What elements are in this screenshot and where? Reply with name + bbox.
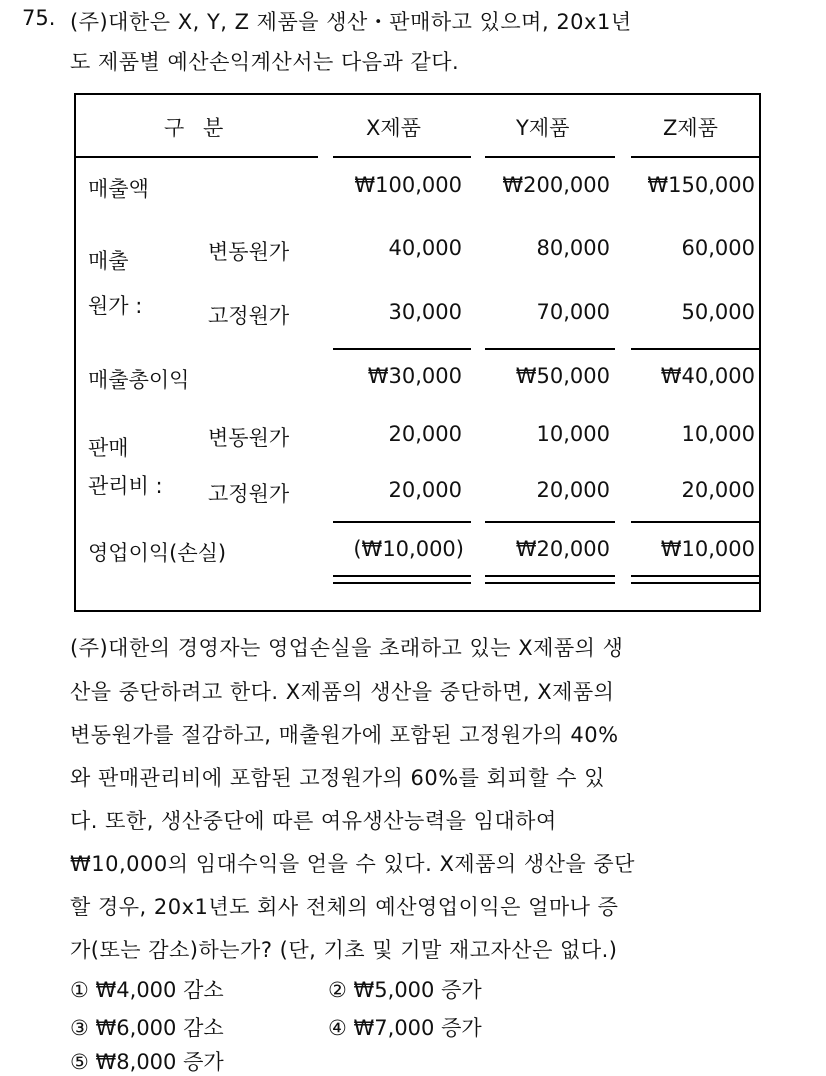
body-line-2: 산을 중단하려고 한다. X제품의 생산을 중단하면, X제품의: [70, 680, 615, 704]
double-rule-y-top: [485, 575, 615, 577]
row-sga-fixed-z: 20,000: [681, 478, 755, 502]
row-label-cogs-2: 원가 :: [88, 294, 143, 318]
header-y-product: Y제품: [516, 116, 570, 140]
row-sga-variable-y: 10,000: [536, 422, 610, 446]
row-cogs-fixed-y: 70,000: [536, 300, 610, 324]
row-label-cogs-1: 매출: [88, 249, 129, 273]
question-intro-line-2: 도 제품별 예산손익계산서는 다음과 같다.: [70, 50, 460, 74]
row-sales-x: ₩100,000: [354, 173, 462, 197]
row-gross-profit-z: ₩40,000: [660, 364, 755, 388]
choice-3-text: ₩6,000 감소: [95, 1016, 224, 1040]
choice-4[interactable]: [328, 1012, 482, 1042]
body-line-1: (주)대한의 경영자는 영업손실을 초래하고 있는 X제품의 생: [70, 636, 624, 660]
header-category: 구 분: [164, 116, 230, 140]
row-gross-profit-y: ₩50,000: [515, 364, 610, 388]
header-z-product: Z제품: [663, 116, 718, 140]
question-intro-line-1: (주)대한은 X, Y, Z 제품을 생산・판매하고 있으며, 20x1년: [70, 10, 632, 34]
row-label-sga-2: 관리비 :: [88, 474, 163, 498]
header-rule-category: [74, 156, 318, 158]
choice-5[interactable]: [70, 1046, 224, 1076]
choice-2-text: ₩5,000 증가: [353, 978, 482, 1002]
double-rule-z-bottom: [631, 582, 761, 584]
row-label-operating-income: 영업이익(손실): [88, 541, 227, 565]
body-line-3: 변동원가를 절감하고, 매출원가에 포함된 고정원가의 40%: [70, 723, 619, 747]
choice-4-marker: ④: [328, 1016, 347, 1040]
row-label-gross-profit: 매출총이익: [88, 368, 190, 392]
operating-income-rule-z: [631, 521, 761, 523]
body-line-8: 가(또는 감소)하는가? (단, 기초 및 기말 재고자산은 없다.): [70, 938, 618, 962]
choice-5-text: ₩8,000 증가: [95, 1050, 224, 1074]
header-rule-z: [631, 156, 761, 158]
choice-1-text: ₩4,000 감소: [95, 978, 224, 1002]
double-rule-y-bottom: [485, 582, 615, 584]
row-label-sales: 매출액: [88, 177, 149, 201]
choice-3[interactable]: [70, 1012, 224, 1042]
double-rule-z-top: [631, 575, 761, 577]
question-number: 75.: [22, 6, 56, 30]
choice-1[interactable]: [70, 974, 224, 1004]
row-cogs-fixed-x: 30,000: [388, 300, 462, 324]
double-rule-x-top: [333, 575, 471, 577]
row-label-sga-1: 판매: [88, 436, 129, 460]
body-line-6: ₩10,000의 임대수익을 얻을 수 있다. X제품의 생산을 중단: [70, 852, 635, 876]
row-cogs-variable-x: 40,000: [388, 236, 462, 260]
body-line-7: 할 경우, 20x1년도 회사 전체의 예산영업이익은 얼마나 증: [70, 895, 619, 919]
row-sales-z: ₩150,000: [647, 173, 755, 197]
row-sga-fixed-y: 20,000: [536, 478, 610, 502]
row-gross-profit-x: ₩30,000: [367, 364, 462, 388]
gross-profit-rule-z: [631, 348, 761, 350]
header-x-product: X제품: [366, 116, 421, 140]
operating-income-rule-x: [333, 521, 471, 523]
header-rule-y: [485, 156, 615, 158]
row-sga-variable-x: 20,000: [388, 422, 462, 446]
row-operating-income-x: (₩10,000): [353, 537, 464, 561]
choice-1-marker: ①: [70, 978, 89, 1002]
row-operating-income-z: ₩10,000: [660, 537, 755, 561]
choice-2[interactable]: [328, 974, 482, 1004]
budget-income-statement-table: [74, 93, 761, 612]
choice-3-marker: ③: [70, 1016, 89, 1040]
choice-2-marker: ②: [328, 978, 347, 1002]
row-cogs-fixed-z: 50,000: [681, 300, 755, 324]
row-sga-fixed-x: 20,000: [388, 478, 462, 502]
body-line-4: 와 판매관리비에 포함된 고정원가의 60%를 회피할 수 있: [70, 766, 605, 790]
row-sub-sga-fixed: 고정원가: [208, 482, 290, 506]
row-cogs-variable-y: 80,000: [536, 236, 610, 260]
gross-profit-rule-y: [485, 348, 615, 350]
row-sub-cogs-variable: 변동원가: [208, 240, 290, 264]
row-sga-variable-z: 10,000: [681, 422, 755, 446]
row-sales-y: ₩200,000: [502, 173, 610, 197]
operating-income-rule-y: [485, 521, 615, 523]
choice-5-marker: ⑤: [70, 1050, 89, 1074]
row-operating-income-y: ₩20,000: [515, 537, 610, 561]
double-rule-x-bottom: [333, 582, 471, 584]
gross-profit-rule-x: [333, 348, 471, 350]
body-line-5: 다. 또한, 생산중단에 따른 여유생산능력을 임대하여: [70, 809, 557, 833]
row-cogs-variable-z: 60,000: [681, 236, 755, 260]
choice-4-text: ₩7,000 증가: [353, 1016, 482, 1040]
header-rule-x: [333, 156, 471, 158]
row-sub-cogs-fixed: 고정원가: [208, 304, 290, 328]
row-sub-sga-variable: 변동원가: [208, 426, 290, 450]
